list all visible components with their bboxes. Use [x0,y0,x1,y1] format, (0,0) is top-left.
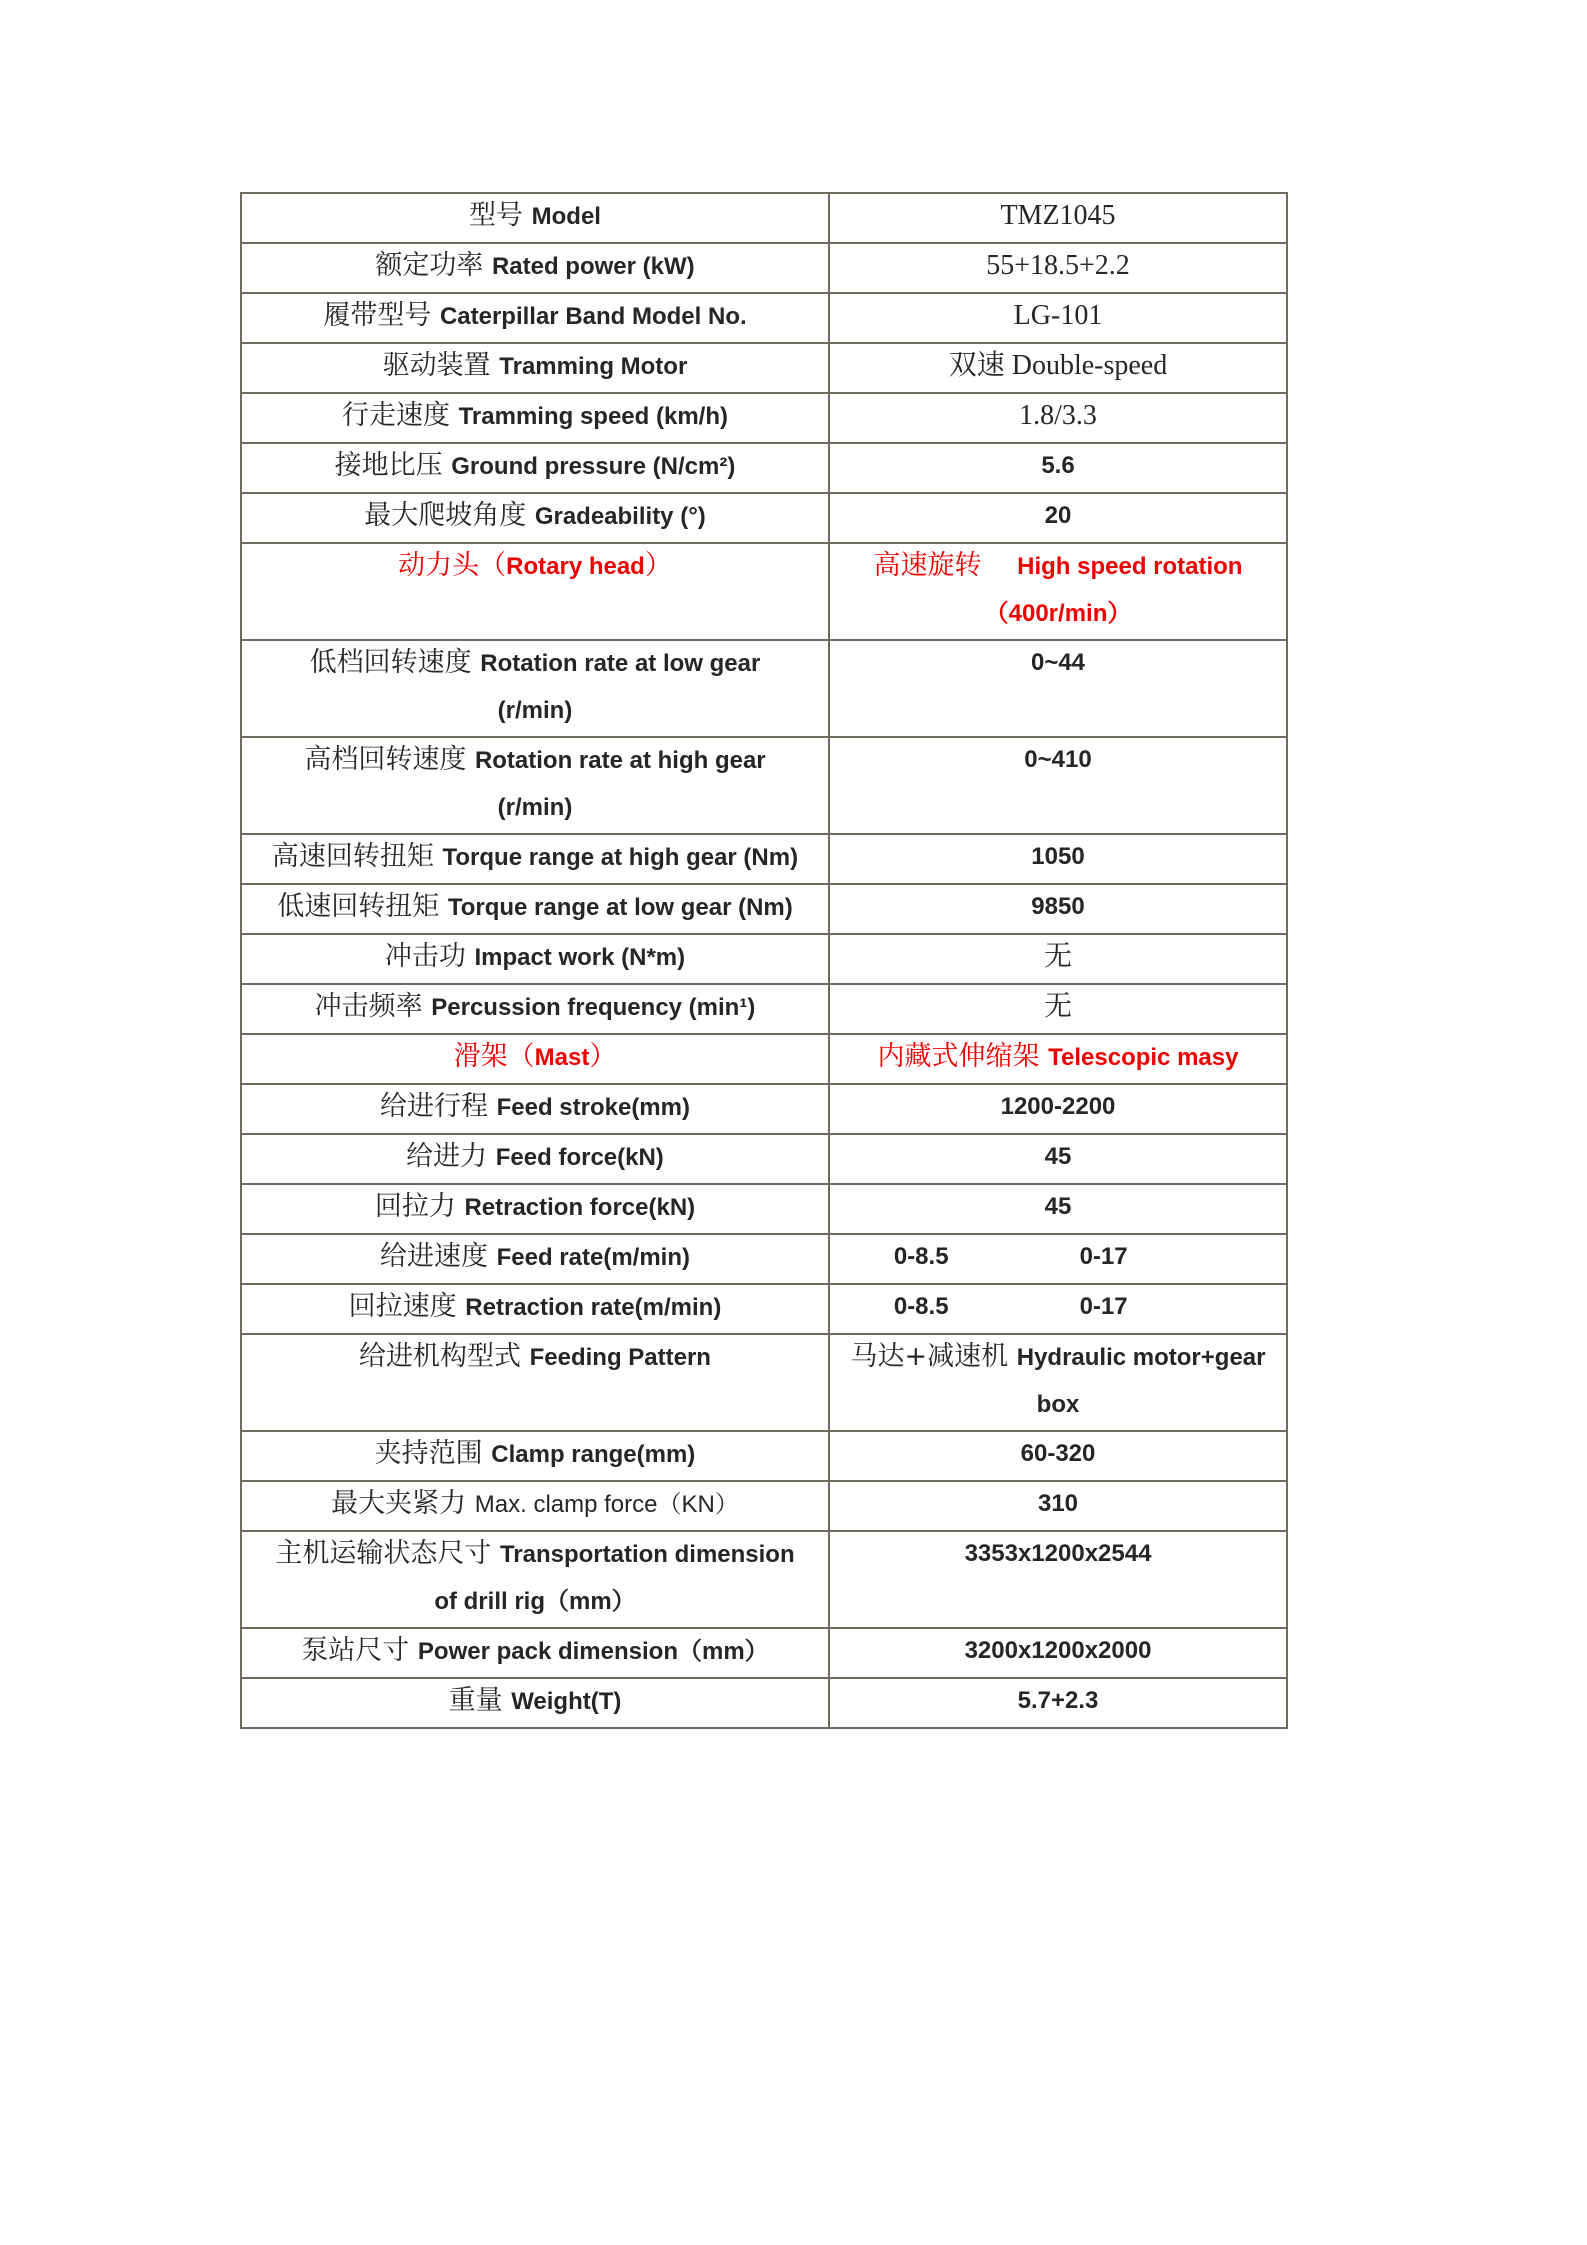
spec-value-cell [829,984,1287,1034]
spec-value: 无 [1043,941,1072,972]
spec-table [240,192,1288,1729]
spec-value-columns [830,1285,1286,1329]
table-row [241,1334,1287,1431]
text-segment: Mast [534,1044,590,1071]
text-segment: Max. clamp force（KN） [474,1491,739,1518]
table-row [241,834,1287,884]
spec-table-body [241,193,1287,1728]
text-segment: Ground pressure (N/cm²) [451,453,736,480]
spec-label-cell [241,1184,829,1234]
spec-value: 3200x1200x2000 [964,1637,1152,1664]
spec-label-line [242,244,828,292]
spec-value-cell [829,443,1287,493]
spec-value: 0~410 [1024,746,1092,773]
text-segment: Impact work (N*m) [474,944,686,971]
spec-label-cell [241,443,829,493]
spec-label-cell [241,1134,829,1184]
text-segment: Tramming Motor [499,353,688,380]
text-segment: 动力头（ [398,550,507,581]
text-segment: 回拉力 [374,1191,465,1222]
spec-label-cell [241,543,829,640]
table-row [241,984,1287,1034]
text-segment: box [1036,1391,1080,1418]
spec-label-cell [241,293,829,343]
table-row [241,1234,1287,1284]
table-row [241,393,1287,443]
spec-label-cell [241,1431,829,1481]
spec-value: LG-101 [1013,300,1103,331]
text-segment: 主机运输状态尺寸 [275,1538,500,1569]
spec-value-cell [829,934,1287,984]
spec-value-cell [829,1334,1287,1431]
text-segment: 最大夹紧力 [331,1488,475,1519]
spec-label-line [242,738,828,786]
spec-value-cell [829,193,1287,243]
spec-value-cell [829,1678,1287,1728]
table-row [241,1678,1287,1728]
table-row [241,1431,1287,1481]
text-segment: （400r/min） [984,600,1132,627]
spec-label-line [242,1085,828,1133]
spec-value-cell [829,737,1287,834]
text-segment: 给进行程 [380,1091,497,1122]
text-segment: Clamp range(mm) [491,1441,696,1468]
table-row [241,443,1287,493]
text-segment: 低速回转扭矩 [277,891,448,922]
table-row [241,1184,1287,1234]
spec-value-cell [829,1481,1287,1531]
text-segment: 给进力 [406,1141,496,1172]
spec-value-line [830,1035,1286,1083]
spec-label-cell [241,1481,829,1531]
spec-value-cell [829,493,1287,543]
spec-label-line [242,1135,828,1183]
spec-label-cell [241,393,829,443]
spec-label-line [242,1482,828,1530]
spec-value-cell [829,1184,1287,1234]
table-row [241,1284,1287,1334]
spec-label-line [242,1432,828,1480]
spec-label-line [242,394,828,442]
spec-label-cell [241,984,829,1034]
table-row [241,737,1287,834]
text-segment: Percussion frequency (min¹) [431,994,756,1021]
text-segment: (r/min) [497,794,573,821]
text-segment: Feed stroke(mm) [496,1094,690,1121]
spec-value-cell [829,884,1287,934]
table-row [241,193,1287,243]
spec-value: 5.7+2.3 [1017,1687,1099,1714]
text-segment: Retraction force(kN) [464,1194,696,1221]
text-segment: ） [644,550,672,581]
table-row [241,1531,1287,1628]
spec-label-cell [241,884,829,934]
spec-value: 0-17 [1079,1243,1128,1270]
spec-label-line [242,1335,828,1383]
text-segment: Rotation rate at high gear [474,747,766,774]
spec-label-line [242,1629,828,1677]
spec-label-line [242,835,828,883]
text-segment: 冲击功 [384,941,475,972]
spec-value: 310 [1037,1490,1079,1517]
text-segment: 低档回转速度 [309,647,481,678]
spec-value: 1.8/3.3 [1019,400,1097,431]
table-row [241,1628,1287,1678]
text-segment: 最大爬坡角度 [364,500,535,531]
text-segment: 给进机构型式 [359,1341,530,1372]
text-segment: 额定功率 [375,250,492,281]
table-row [241,343,1287,393]
text-segment: of drill rig（mm） [434,1588,636,1615]
spec-value-columns [830,1235,1286,1279]
spec-label-cell [241,1234,829,1284]
spec-value: 0-8.5 [893,1243,949,1270]
spec-value: 1050 [1031,843,1085,870]
table-row [241,1034,1287,1084]
spec-label-cell [241,934,829,984]
spec-label-cell [241,1284,829,1334]
spec-label-cell [241,243,829,293]
spec-value: 0-17 [1079,1293,1128,1320]
spec-label-line [242,1580,828,1627]
spec-value-cell [829,1084,1287,1134]
table-row [241,884,1287,934]
text-segment: 泵站尺寸 [301,1635,418,1666]
spec-label-line [242,444,828,492]
text-segment: High speed rotation [1017,553,1243,580]
spec-value-cell [829,293,1287,343]
text-segment: Caterpillar Band Model No. [439,303,747,330]
text-segment: Hydraulic motor+gear [1016,1344,1266,1371]
text-segment: Feed rate(m/min) [496,1244,690,1271]
text-segment: 回拉速度 [348,1291,466,1322]
spec-value-cell [829,640,1287,737]
spec-value-cell [829,834,1287,884]
spec-label-line [242,1235,828,1283]
spec-label-cell [241,1334,829,1431]
spec-value-line [830,1335,1286,1383]
spec-label-cell [241,834,829,884]
spec-label-line [242,689,828,736]
spec-label-line [242,544,828,592]
spec-value: 60-320 [1020,1440,1096,1467]
text-segment: 驱动装置 [382,350,500,381]
text-segment: 内藏式伸缩架 [877,1041,1049,1072]
spec-label-cell [241,1034,829,1084]
text-segment: 给进速度 [380,1241,497,1272]
spec-value: 45 [1044,1193,1072,1220]
spec-value: 3353x1200x2544 [964,1540,1152,1567]
spec-value: 55+18.5+2.2 [986,250,1130,281]
spec-label-line [242,1679,828,1727]
text-segment: (r/min) [497,697,573,724]
spec-label-line [242,294,828,342]
text-segment: Rotary head [506,553,645,580]
spec-value-line [830,544,1286,592]
text-segment: 接地比压 [334,450,452,481]
spec-label-cell [241,1678,829,1728]
text-segment: Tramming speed (km/h) [458,403,728,430]
text-segment: 高速回转扭矩 [271,841,443,872]
spec-value-cell [829,1284,1287,1334]
table-row [241,243,1287,293]
spec-value: 双速 Double-speed [948,350,1168,381]
spec-value-cell [829,1431,1287,1481]
spec-label-line [242,1035,828,1083]
text-segment: 型号 [469,200,532,231]
table-row [241,543,1287,640]
spec-value-cell [829,393,1287,443]
spec-value-cell [829,343,1287,393]
text-segment: 夹持范围 [374,1438,492,1469]
spec-label-line [242,1532,828,1580]
spec-label-line [242,885,828,933]
text-segment: 高速旋转 [873,550,1018,581]
text-segment: Model [531,203,601,230]
spec-label-cell [241,1084,829,1134]
spec-value: 1200-2200 [1000,1093,1116,1120]
text-segment: 马达+减速机 [850,1341,1017,1372]
text-segment: Weight(T) [511,1688,622,1715]
text-segment: Rotation rate at low gear [480,650,761,677]
spec-value: 45 [1044,1143,1072,1170]
text-segment: 行走速度 [342,400,459,431]
spec-label-cell [241,493,829,543]
spec-label-cell [241,1531,829,1628]
table-row [241,1481,1287,1531]
spec-label-line [242,1185,828,1233]
text-segment: Torque range at high gear (Nm) [442,844,799,871]
spec-value: 无 [1043,991,1072,1022]
text-segment: 重量 [448,1685,512,1716]
text-segment: ） [589,1041,617,1072]
spec-value-line [830,1383,1286,1430]
spec-value-line [830,592,1286,639]
spec-value: 0-8.5 [893,1293,949,1320]
text-segment: Transportation dimension [499,1541,795,1568]
spec-value-cell [829,1234,1287,1284]
text-segment: 滑架（ [453,1041,535,1072]
text-segment: 高档回转速度 [304,744,475,775]
text-segment: 冲击频率 [314,991,432,1022]
text-segment: Torque range at low gear (Nm) [447,894,793,921]
spec-value-cell [829,1134,1287,1184]
spec-label-line [242,641,828,689]
spec-value: TMZ1045 [1000,200,1116,231]
table-row [241,293,1287,343]
text-segment: Telescopic masy [1048,1044,1239,1071]
spec-label-cell [241,737,829,834]
table-row [241,1084,1287,1134]
table-row [241,1134,1287,1184]
table-row [241,640,1287,737]
spec-label-cell [241,193,829,243]
text-segment: Retraction rate(m/min) [465,1294,722,1321]
text-segment: Feed force(kN) [495,1144,664,1171]
spec-value: 20 [1044,502,1072,529]
spec-value: 5.6 [1041,452,1075,479]
text-segment: 履带型号 [323,300,440,331]
spec-value-cell [829,243,1287,293]
spec-label-line [242,985,828,1033]
spec-value-cell [829,1628,1287,1678]
spec-label-line [242,935,828,983]
spec-value: 0~44 [1030,649,1086,676]
spec-label-cell [241,640,829,737]
spec-value: 9850 [1031,893,1085,920]
text-segment: Gradeability (°) [534,503,706,530]
spec-label-line [242,194,828,242]
spec-label-cell [241,1628,829,1678]
spec-label-line [242,344,828,392]
text-segment: Feeding Pattern [529,1344,711,1371]
spec-label-cell [241,343,829,393]
text-segment: Power pack dimension（mm） [417,1638,769,1665]
spec-value-cell [829,1034,1287,1084]
table-row [241,934,1287,984]
table-row [241,493,1287,543]
spec-label-line [242,786,828,833]
spec-label-line [242,1285,828,1333]
text-segment: Rated power (kW) [491,253,695,280]
spec-label-line [242,494,828,542]
spec-value-cell [829,543,1287,640]
spec-value-cell [829,1531,1287,1628]
